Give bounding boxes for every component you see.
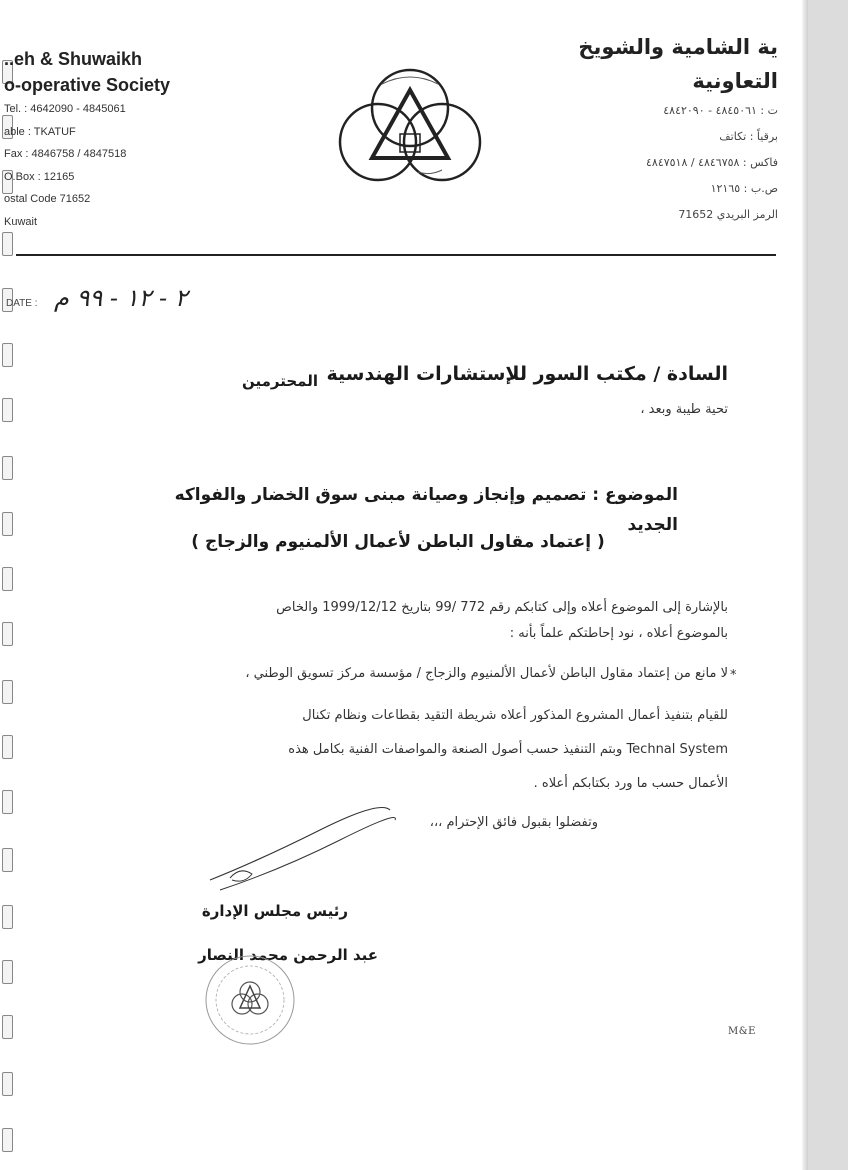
- body-line-6: الأعمال حسب ما ورد بكتابكم أعلاه .: [533, 776, 728, 791]
- binder-hole: [2, 848, 13, 872]
- english-country: Kuwait: [4, 215, 38, 228]
- binder-hole: [2, 232, 13, 256]
- binder-hole: [2, 567, 13, 591]
- binder-hole: [2, 960, 13, 984]
- english-cable: able : TKATUF: [4, 125, 76, 138]
- signature-title: رئيس مجلس الإدارة: [201, 902, 348, 920]
- english-postal-code: ostal Code 71652: [4, 193, 91, 205]
- letterhead-english: [4, 46, 234, 233]
- closing-line: وتفضلوا بقبول فائق الإحترام ،،،: [429, 815, 598, 830]
- arabic-org-name: ية الشامية والشويخ التعاونية: [578, 35, 778, 93]
- binder-hole: [2, 1072, 13, 1096]
- signature-name: عبد الرحمن محمد النصار: [198, 946, 378, 964]
- body-line-3: لا مانع من إعتماد مقاول الباطن لأعمال الألمنيوم والزجاج / مؤسسة مركز تسويق الوطني ،: [245, 666, 728, 681]
- greeting: تحية طيبة وبعد ،: [640, 402, 728, 417]
- english-tel: Tel. : 4642090 - 4845061: [4, 103, 126, 115]
- addressee: السادة / مكتب السور للإستشارات الهندسية: [326, 363, 728, 385]
- body-line-4: للقيام بتنفيذ أعمال المشروع المذكور أعلاه شريطة التقيد بقطاعات ونظام تكنال: [302, 708, 728, 723]
- binder-hole: [2, 735, 13, 759]
- date-value: ٢ - ١٢ - ٩٩ م: [53, 284, 188, 312]
- binder-hole: [2, 1128, 13, 1152]
- subject-line: الموضوع : تصميم وإنجاز وصيانة مبنى سوق الخضار والفواكه الجديد: [174, 485, 678, 535]
- binder-hole: [2, 1015, 13, 1039]
- body-line-2: بالموضوع أعلاه ، نود إحاطتكم علماً بأنه :: [509, 626, 728, 641]
- binder-hole: [2, 790, 13, 814]
- handwritten-signature: [200, 800, 400, 900]
- footer-code: M&E: [728, 1026, 756, 1037]
- binder-hole: [2, 680, 13, 704]
- arabic-postal-code: الرمز البريدي 71652: [678, 208, 778, 221]
- date-label: DATE :: [6, 298, 38, 309]
- binder-hole: [2, 398, 13, 422]
- header-divider: [16, 254, 776, 256]
- binder-hole: [2, 905, 13, 929]
- english-fax: Fax : 4846758 / 4847518: [4, 148, 127, 160]
- arabic-tel: ت : ٤٨٤٥٠٦١ - ٤٨٤٢٠٩٠: [663, 104, 778, 117]
- arabic-fax: فاكس : ٤٨٤٦٧٥٨ / ٤٨٤٧٥١٨: [646, 156, 778, 169]
- english-org-name-line1: ..eh & Shuwaikh: [4, 49, 143, 69]
- binder-hole: [2, 622, 13, 646]
- body-line-1: بالإشارة إلى الموضوع أعلاه وإلى كتابكم رقم 772 /99 بتاريخ 1999/12/12 والخاص: [276, 600, 728, 615]
- subject-subtitle: ( إعتماد مقاول الباطن لأعمال الألمنيوم والزجاج ): [191, 532, 605, 552]
- society-logo: [330, 60, 490, 190]
- arabic-cable: برقياً : تكاتف: [719, 130, 778, 143]
- date-row: [6, 284, 188, 312]
- scan-edge-shadow: [802, 0, 808, 1170]
- body-line-5: Technal System وبتم التنفيذ حسب أصول الصنعة والمواصفات الفنية بكامل هذه: [288, 742, 728, 757]
- letterhead-arabic: [488, 30, 778, 228]
- scan-edge: [804, 0, 848, 1170]
- arabic-po-box: ص.ب : ١٢١٦٥: [710, 182, 778, 195]
- binder-hole: [2, 456, 13, 480]
- english-po-box: O.Box : 12165: [4, 170, 75, 183]
- binder-hole: [2, 512, 13, 536]
- regards-label: المحترمين: [241, 372, 318, 390]
- binder-hole: [2, 343, 13, 367]
- official-stamp: [190, 950, 310, 1050]
- english-org-name-line2: o-operative Society: [4, 75, 171, 95]
- bullet-marker: *: [730, 668, 737, 683]
